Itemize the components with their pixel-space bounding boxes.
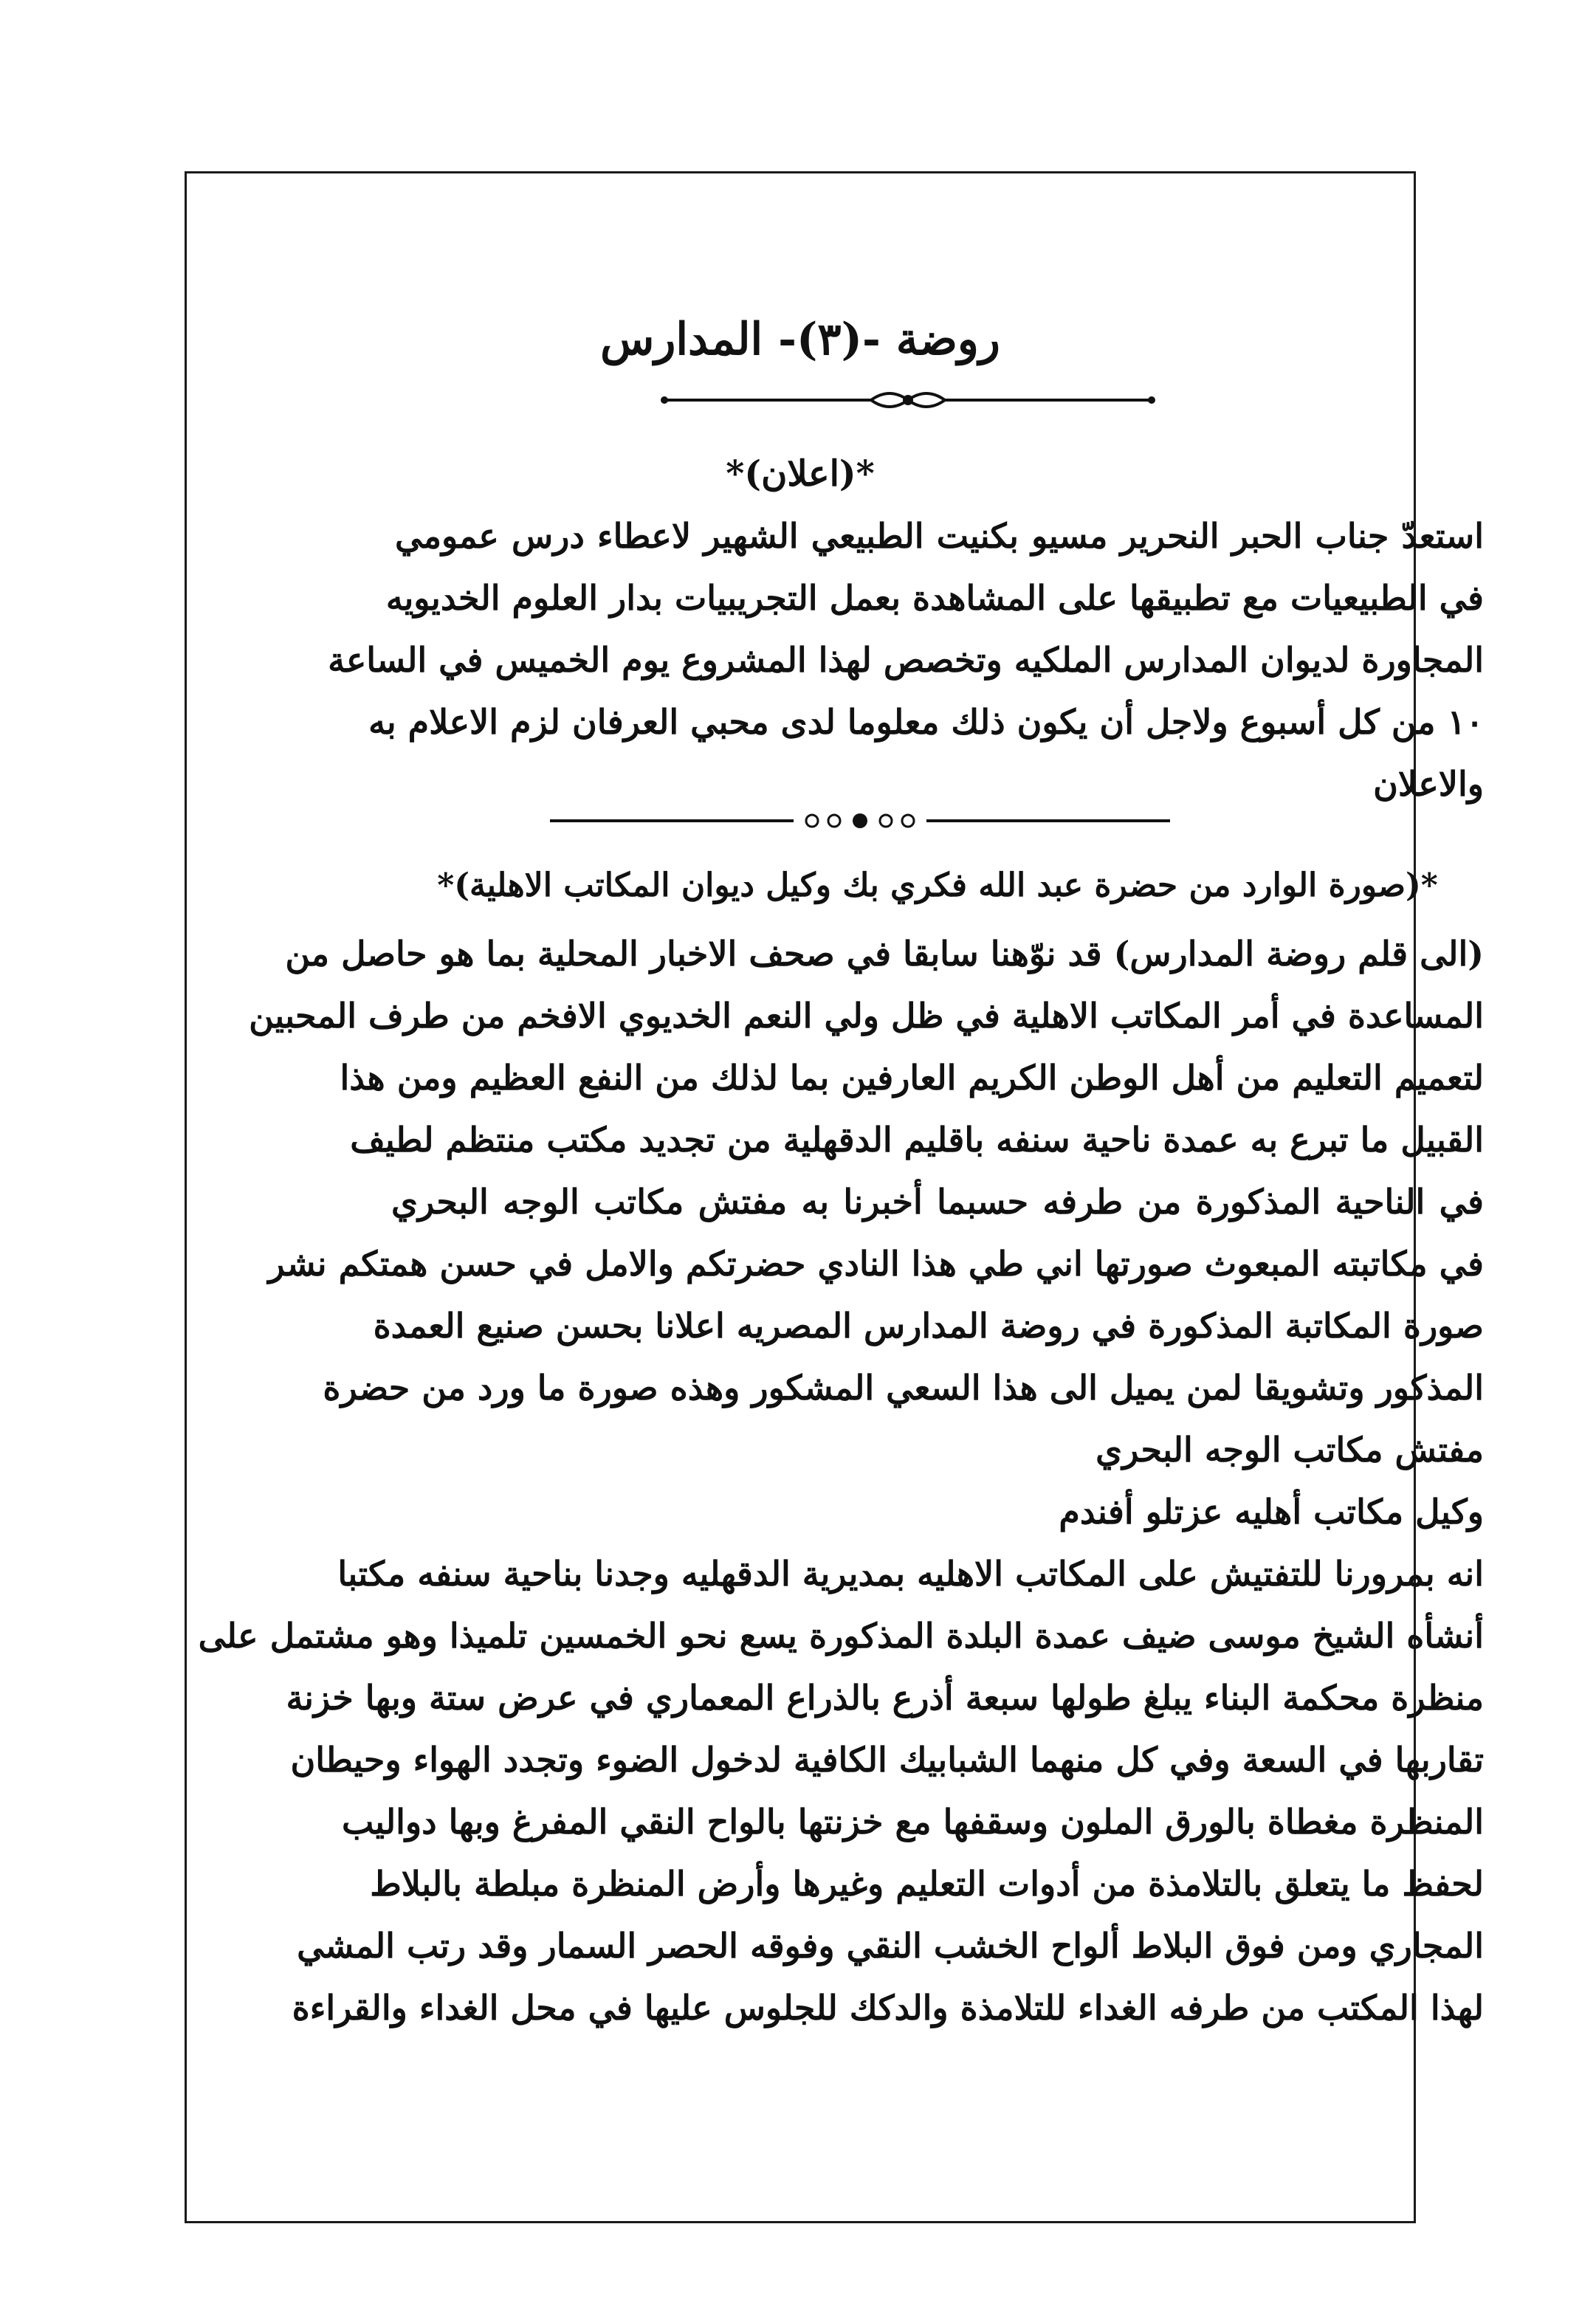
letter-body xyxy=(198,923,1484,2039)
letter-line: المنظرة مغطاة بالورق الملون وسقفها مع خزنتها بالواح النقي المفرغ وبها دواليب xyxy=(342,1802,1484,1842)
announcement-line: المجاورة لديوان المدارس الملكيه وتخصص لهذا المشروع يوم الخميس في الساعة xyxy=(328,640,1484,680)
announcement-line: ١٠ من كل أسبوع ولاجل أن يكون ذلك معلوما لدى محبي العرفان لزم الاعلام به xyxy=(368,702,1484,742)
letter-line: (الى قلم روضة المدارس) قد نوّهنا سابقا في صحف الاخبار المحلية بما هو حاصل من xyxy=(285,934,1484,974)
letter-line: المذكور وتشويقا لمن يميل الى هذا السعي المشكور وهذه صورة ما ورد من حضرة xyxy=(323,1368,1484,1408)
page-title: روضة -(٣)- المدارس xyxy=(600,314,1000,365)
announcement-heading: *(اعلان)* xyxy=(726,453,875,495)
announcement-line: والاعلان xyxy=(1373,764,1484,804)
letter-heading: *(صورة الوارد من حضرة عبد الله فكري بك وكيل ديوان المكاتب الاهلية)* xyxy=(437,867,1438,904)
announcement-line: في الطبيعيات مع تطبيقها على المشاهدة بعمل التجريبيات بدار العلوم الخديويه xyxy=(385,578,1484,618)
letter-line: منظرة محكمة البناء يبلغ طولها سبعة أذرع بالذراع المعماري في عرض ستة وبها خزنة xyxy=(286,1678,1484,1718)
letter-line: القبيل ما تبرع به عمدة ناحية سنفه باقليم الدقهلية من تجديد مكتب منتظم لطيف xyxy=(350,1120,1484,1160)
announcement-body xyxy=(328,505,1484,815)
letter-line: المساعدة في أمر المكاتب الاهلية في ظل ولي النعم الخديوي الافخم من طرف المحبين xyxy=(249,996,1484,1036)
announcement-line: استعدّ جناب الحبر النحرير مسيو بكنيت الطبيعي الشهير لاعطاء درس عمومي xyxy=(395,516,1484,556)
letter-line: لهذا المكتب من طرفه الغداء للتلامذة والدكك للجلوس عليها في محل الغداء والقراءة xyxy=(292,1988,1484,2028)
letter-line: صورة المكاتبة المذكورة في روضة المدارس المصريه اعلانا بحسن صنيع العمدة xyxy=(373,1306,1484,1346)
letter-line: لحفظ ما يتعلق بالتلامذة من أدوات التعليم وغيرها وأرض المنظرة مبلطة بالبلاط xyxy=(370,1864,1484,1904)
letter-line: لتعميم التعليم من أهل الوطن الكريم العارفين بما لذلك من النفع العظيم ومن هذا xyxy=(340,1058,1484,1098)
letter-line: انه بمرورنا للتفتيش على المكاتب الاهليه بمديرية الدقهليه وجدنا بناحية سنفه مكتبا xyxy=(337,1554,1484,1594)
letter-line: أنشأه الشيخ موسى ضيف عمدة البلدة المذكورة يسع نحو الخمسين تلميذا وهو مشتمل على xyxy=(198,1616,1484,1656)
letter-line: وكيل مكاتب أهليه عزتلو أفندم xyxy=(1059,1492,1484,1532)
letter-line: في مكاتبته المبعوث صورتها اني طي هذا النادي حضرتكم والامل في حسن همتكم نشر xyxy=(268,1244,1484,1284)
letter-line: المجاري ومن فوق البلاط ألواح الخشب النقي وفوقه الحصر السمار وقد رتب المشي xyxy=(297,1926,1484,1966)
letter-line: في الناحية المذكورة من طرفه حسبما أخبرنا به مفتش مكاتب الوجه البحري xyxy=(391,1182,1484,1222)
title-ornament xyxy=(650,384,1166,416)
letter-line: تقاربها في السعة وفي كل منهما الشبابيك الكافية لدخول الضوء وتجدد الهواء وحيطان xyxy=(290,1740,1484,1780)
letter-line: مفتش مكاتب الوجه البحري xyxy=(1095,1430,1484,1470)
section-divider xyxy=(543,806,1177,836)
